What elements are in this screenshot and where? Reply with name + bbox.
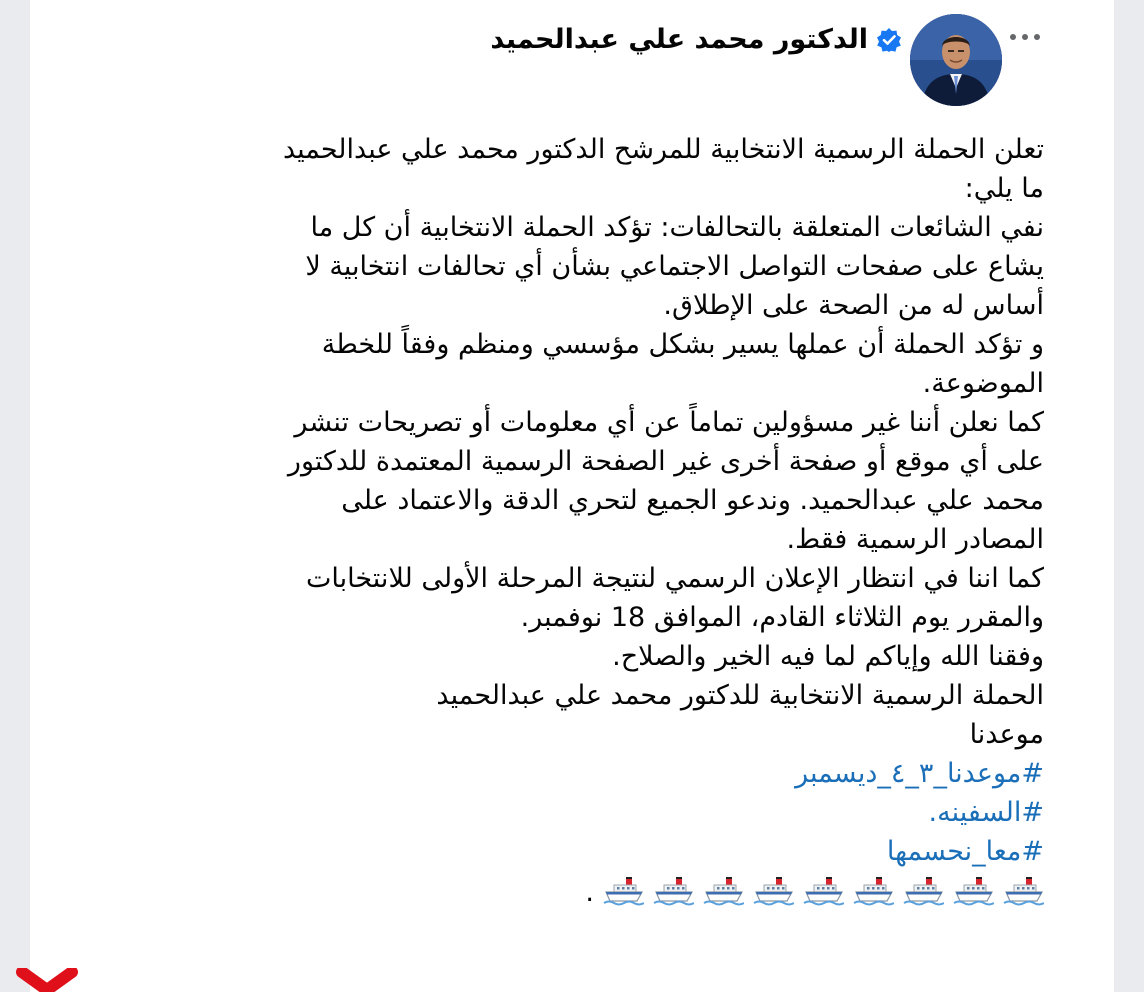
ship-icon [902, 873, 944, 907]
post-text-line: أساس له من الصحة على الإطلاق. [663, 290, 1044, 321]
hashtag-link[interactable]: #معا_نحسمها [886, 836, 1044, 867]
post-body [94, 130, 1044, 912]
ship-icon [1002, 873, 1044, 907]
ship-icon [602, 873, 644, 907]
post-text-line: محمد علي عبدالحميد. وندعو الجميع لتحري الدقة والاعتماد على [341, 485, 1044, 516]
more-options-icon[interactable] [1010, 34, 1040, 40]
post-text-line: كما نعلن أننا غير مسؤولين تماماً عن أي معلومات أو تصريحات تنشر [294, 407, 1044, 438]
post-text-line: الموضوعة. [922, 368, 1044, 399]
ship-icon [802, 873, 844, 907]
ship-icon [752, 873, 794, 907]
ship-icon [702, 873, 744, 907]
post-text-line: على أي موقع أو صفحة أخرى غير الصفحة الرسمية المعتمدة للدكتور [287, 446, 1044, 477]
post-text-line: المصادر الرسمية فقط. [786, 524, 1044, 555]
close-x-icon[interactable] [14, 968, 80, 992]
post-text-line: و تؤكد الحملة أن عملها يسير بشكل مؤسسي ومنظم وفقاً للخطة [321, 329, 1044, 360]
post-text-line: يشاع على صفحات التواصل الاجتماعي بشأن أي تحالفات انتخابية لا [305, 251, 1044, 282]
post-text-line: نفي الشائعات المتعلقة بالتحالفات: تؤكد الحملة الانتخابية أن كل ما [310, 212, 1044, 243]
ship-icon [852, 873, 894, 907]
post-card [30, 0, 1114, 992]
hashtag-link[interactable]: #السفينه. [928, 797, 1044, 828]
hashtag-link[interactable]: #موعدنا_٣_٤_ديسمبر [795, 758, 1044, 789]
post-header [30, 14, 1114, 114]
ship-emoji-row [94, 873, 1044, 912]
avatar[interactable] [910, 14, 1002, 106]
trailing-period: . [585, 877, 594, 908]
post-text-line: موعدنا [969, 719, 1044, 750]
post-text-line: وفقنا الله وإياكم لما فيه الخير والصلاح. [612, 641, 1044, 672]
ship-icon [652, 873, 694, 907]
post-text-line: الحملة الرسمية الانتخابية للدكتور محمد علي عبدالحميد [436, 680, 1044, 711]
verified-badge-icon [876, 27, 902, 53]
post-text-line: تعلن الحملة الرسمية الانتخابية للمرشح الدكتور محمد علي عبدالحميد [282, 134, 1044, 165]
post-text-line: ما يلي: [964, 173, 1044, 204]
post-text-line: والمقرر يوم الثلاثاء القادم، الموافق 18 نوفمبر. [520, 602, 1044, 633]
ship-icon [952, 873, 994, 907]
author-name[interactable]: الدكتور محمد علي عبدالحميد [490, 24, 868, 55]
post-text-line: كما اننا في انتظار الإعلان الرسمي لنتيجة المرحلة الأولى للانتخابات [305, 563, 1044, 594]
author-name-row[interactable] [490, 24, 902, 55]
